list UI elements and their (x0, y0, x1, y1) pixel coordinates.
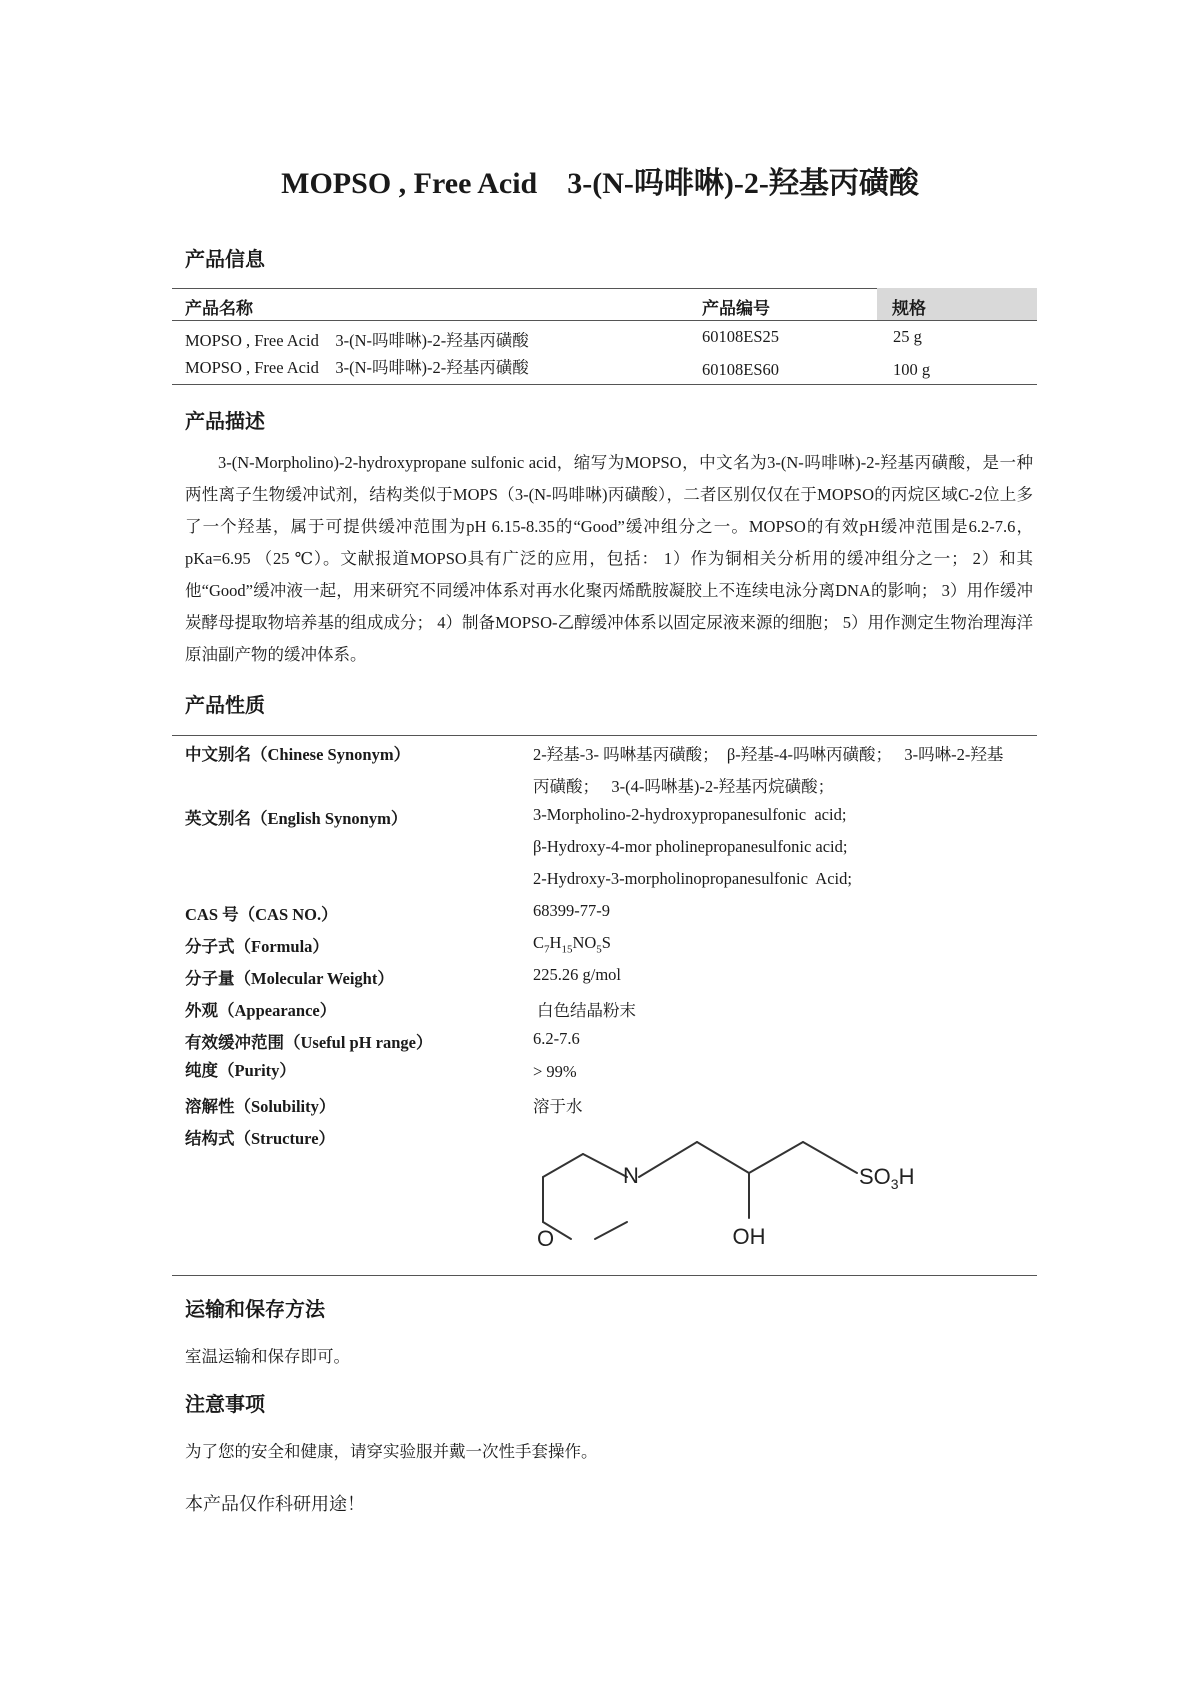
row-product-name: MOPSO , Free Acid 3-(N-吗啡啉)-2-羟基丙磺酸 (185, 358, 529, 377)
purity-value: > 99% (533, 1062, 577, 1081)
english-synonym-value-line: β-Hydroxy-4-mor pholinepropanesulfonic acid; (533, 837, 848, 856)
chinese-synonym-value-line: 2-羟基-3- 吗啉基丙磺酸； β-羟基-4-吗啉丙磺酸； 3-吗啉-2-羟基 (533, 745, 1004, 764)
structure-label: 结构式（Structure） (185, 1129, 336, 1148)
storage-heading: 运输和保存方法 (185, 1297, 325, 1321)
ring-bond (543, 1154, 583, 1177)
english-synonym-value-line: 2-Hydroxy-3-morpholinopropanesulfonic Acid; (533, 869, 852, 888)
solubility-value: 溶于水 (533, 1097, 583, 1116)
english-synonym-value-line: 3-Morpholino-2-hydroxypropanesulfonic acid; (533, 805, 847, 824)
description-paragraph: 3-(N-Morpholino)-2-hydroxypropane sulfonic acid，缩写为MOPSO，中文名为3-(N-吗啡啉)-2-羟基丙磺酸，是一种两性离子生物缓冲试剂，结构类似于MOPS（3-(N-吗啡啉)丙磺酸），二者区别仅仅在于MOPSO的丙烷区域C-2位上多了一个羟基，属于可提供缓冲范围为pH 6.15-8.35的“Good”缓冲组分之一。MOPSO的有效pH缓冲范围是6.2-7.6，pKa=6.95 （25 ℃）。文献报道MOPSO具有广泛的应用，包括： 1）作为铜相关分析用的缓冲组分之一； 2）和其他“Good”缓冲液一起，用来研究不同缓冲体系对再水化聚丙烯酰胺凝胶上不连续电泳分离DNA的影响； 3）用作缓冲炭酵母提取物培养基的组成成分； 4）制备MOPSO-乙醇缓冲体系以固定尿液来源的细胞； 5）用作测定生物治理海洋原油副产物的缓冲体系。 (185, 453, 1033, 664)
properties-bottom-rule (172, 1275, 1037, 1276)
purity-label: 纯度（Purity） (185, 1061, 296, 1080)
properties-heading: 产品性质 (185, 693, 265, 717)
cas-label: CAS 号（CAS NO.） (185, 905, 338, 924)
structure-diagram (525, 1120, 925, 1255)
ph-range-label: 有效缓冲范围（Useful pH range） (185, 1033, 433, 1052)
header-product-code: 产品编号 (702, 299, 770, 319)
header-spec: 规格 (892, 299, 926, 319)
chinese-synonym-value-line: 丙磺酸； 3-(4-吗啉基)-2-羟基丙烷磺酸； (533, 777, 835, 796)
header-product-name: 产品名称 (185, 299, 253, 319)
cautions-text: 为了您的安全和健康，请穿实验服并戴一次性手套操作。 (185, 1442, 598, 1461)
table-header-row (172, 288, 1037, 320)
product-info-heading: 产品信息 (185, 247, 265, 271)
chain-bond (803, 1142, 857, 1173)
oh-label: OH (732, 1224, 766, 1249)
appearance-label: 外观（Appearance） (185, 1001, 337, 1020)
formula-label: 分子式（Formula） (185, 937, 329, 956)
ph-range-value: 6.2-7.6 (533, 1029, 580, 1048)
chinese-synonym-label: 中文别名（Chinese Synonym） (185, 745, 411, 764)
solubility-label: 溶解性（Solubility） (185, 1097, 336, 1116)
english-synonym-label: 英文别名（English Synonym） (185, 809, 408, 828)
ring-bond (595, 1222, 627, 1239)
atom-o-label: O (537, 1226, 555, 1251)
molecular-weight-label: 分子量（Molecular Weight） (185, 969, 394, 988)
row-product-code: 60108ES25 (702, 327, 780, 346)
molecular-weight-value: 225.26 g/mol (533, 965, 622, 984)
atom-n-label: N (623, 1163, 639, 1188)
row-product-code: 60108ES60 (702, 360, 780, 379)
description-text (185, 447, 1033, 671)
cas-value: 68399-77-9 (533, 901, 610, 920)
chain-bond (749, 1142, 803, 1173)
chain-bond (697, 1142, 749, 1173)
storage-text: 室温运输和保存即可。 (185, 1347, 350, 1366)
row-spec: 100 g (893, 360, 931, 379)
page-title: MOPSO , Free Acid 3-(N-吗啡啉)-2-羟基丙磺酸 (281, 167, 919, 200)
research-use-note: 本产品仅作科研用途！ (185, 1494, 365, 1514)
table-header-rule (172, 320, 1037, 321)
row-product-name: MOPSO , Free Acid 3-(N-吗啡啉)-2-羟基丙磺酸 (185, 331, 529, 350)
table-bottom-rule (172, 384, 1037, 385)
formula-value: $C_7H_{15}NO_5S$ (533, 933, 611, 956)
properties-top-rule (172, 735, 1037, 736)
appearance-value: 白色结晶粉末 (537, 1001, 636, 1020)
ring-bond (583, 1154, 627, 1177)
cautions-heading: 注意事项 (185, 1392, 265, 1416)
chain-bond (639, 1142, 697, 1177)
row-spec: 25 g (893, 327, 922, 346)
description-heading: 产品描述 (185, 409, 265, 433)
so3h-label: $SO_3H$ (859, 1164, 915, 1192)
